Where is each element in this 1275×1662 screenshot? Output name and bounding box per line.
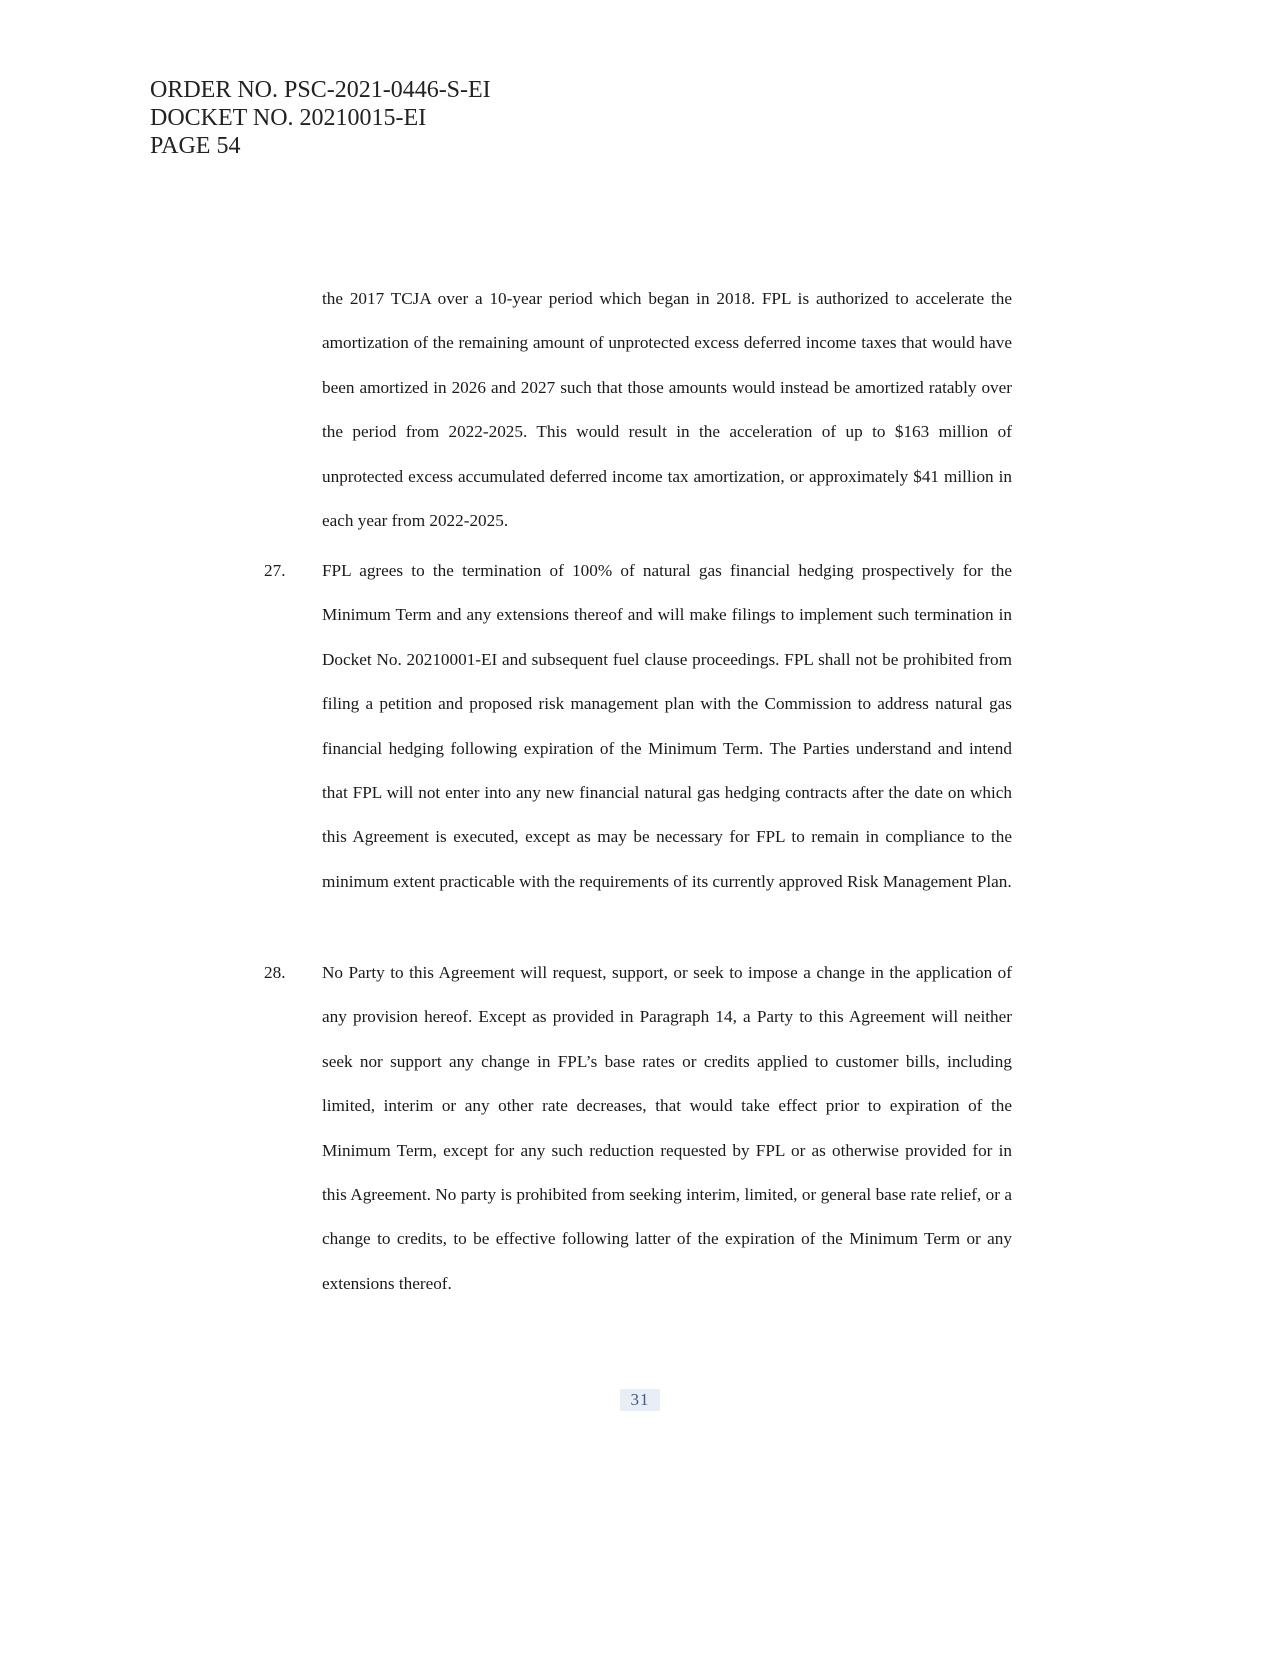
intro-paragraph: the 2017 TCJA over a 10-year period which began in 2018. FPL is authorized to accelerate the amortization of the remaining amount of unprotected excess deferred income taxes that would have been amortized in 2026 and 2027 such that those amounts would instead be amortized ratably over the period from 2022-2025. This would result in the acceleration of up to $163 million of unprotected excess accumulated deferred income tax amortization, or approximately $41 million in each year from 2022-2025.	[322, 289, 1012, 531]
document-header	[150, 76, 491, 160]
paragraph-number: 28.	[264, 963, 286, 982]
page-label: PAGE 54	[150, 133, 241, 159]
paragraph-text: No Party to this Agreement will request, support, or seek to impose a change in the application of any provision hereof. Except as provided in Paragraph 14, a Party to this Agreement will neither seek nor support any change in FPL’s base rates or credits applied to customer bills, including limited, interim or any other rate decreases, that would take effect prior to expiration of the Minimum Term, except for any such reduction requested by FPL or as otherwise provided for in this Agreement. No party is prohibited from seeking interim, limited, or general base rate relief, or a change to credits, to be effective following latter of the expiration of the Minimum Term or any extensions thereof.	[322, 963, 1012, 1293]
page-number: 31	[620, 1389, 660, 1411]
paragraph-number: 27.	[264, 561, 286, 580]
order-number: ORDER NO. PSC-2021-0446-S-EI	[150, 77, 491, 103]
docket-number: DOCKET NO. 20210015-EI	[150, 105, 427, 131]
paragraph-text: FPL agrees to the termination of 100% of natural gas financial hedging prospectively for the Minimum Term and any extensions thereof and will make filings to implement such termination in Docket No. 20210001-EI and subsequent fuel clause proceedings. FPL shall not be prohibited from filing a petition and proposed risk management plan with the Commission to address natural gas financial hedging following expiration of the Minimum Term. The Parties understand and intend that FPL will not enter into any new financial natural gas hedging contracts after the date on which this Agreement is executed, except as may be necessary for FPL to remain in compliance to the minimum extent practicable with the requirements of its currently approved Risk Management Plan.	[322, 561, 1012, 891]
